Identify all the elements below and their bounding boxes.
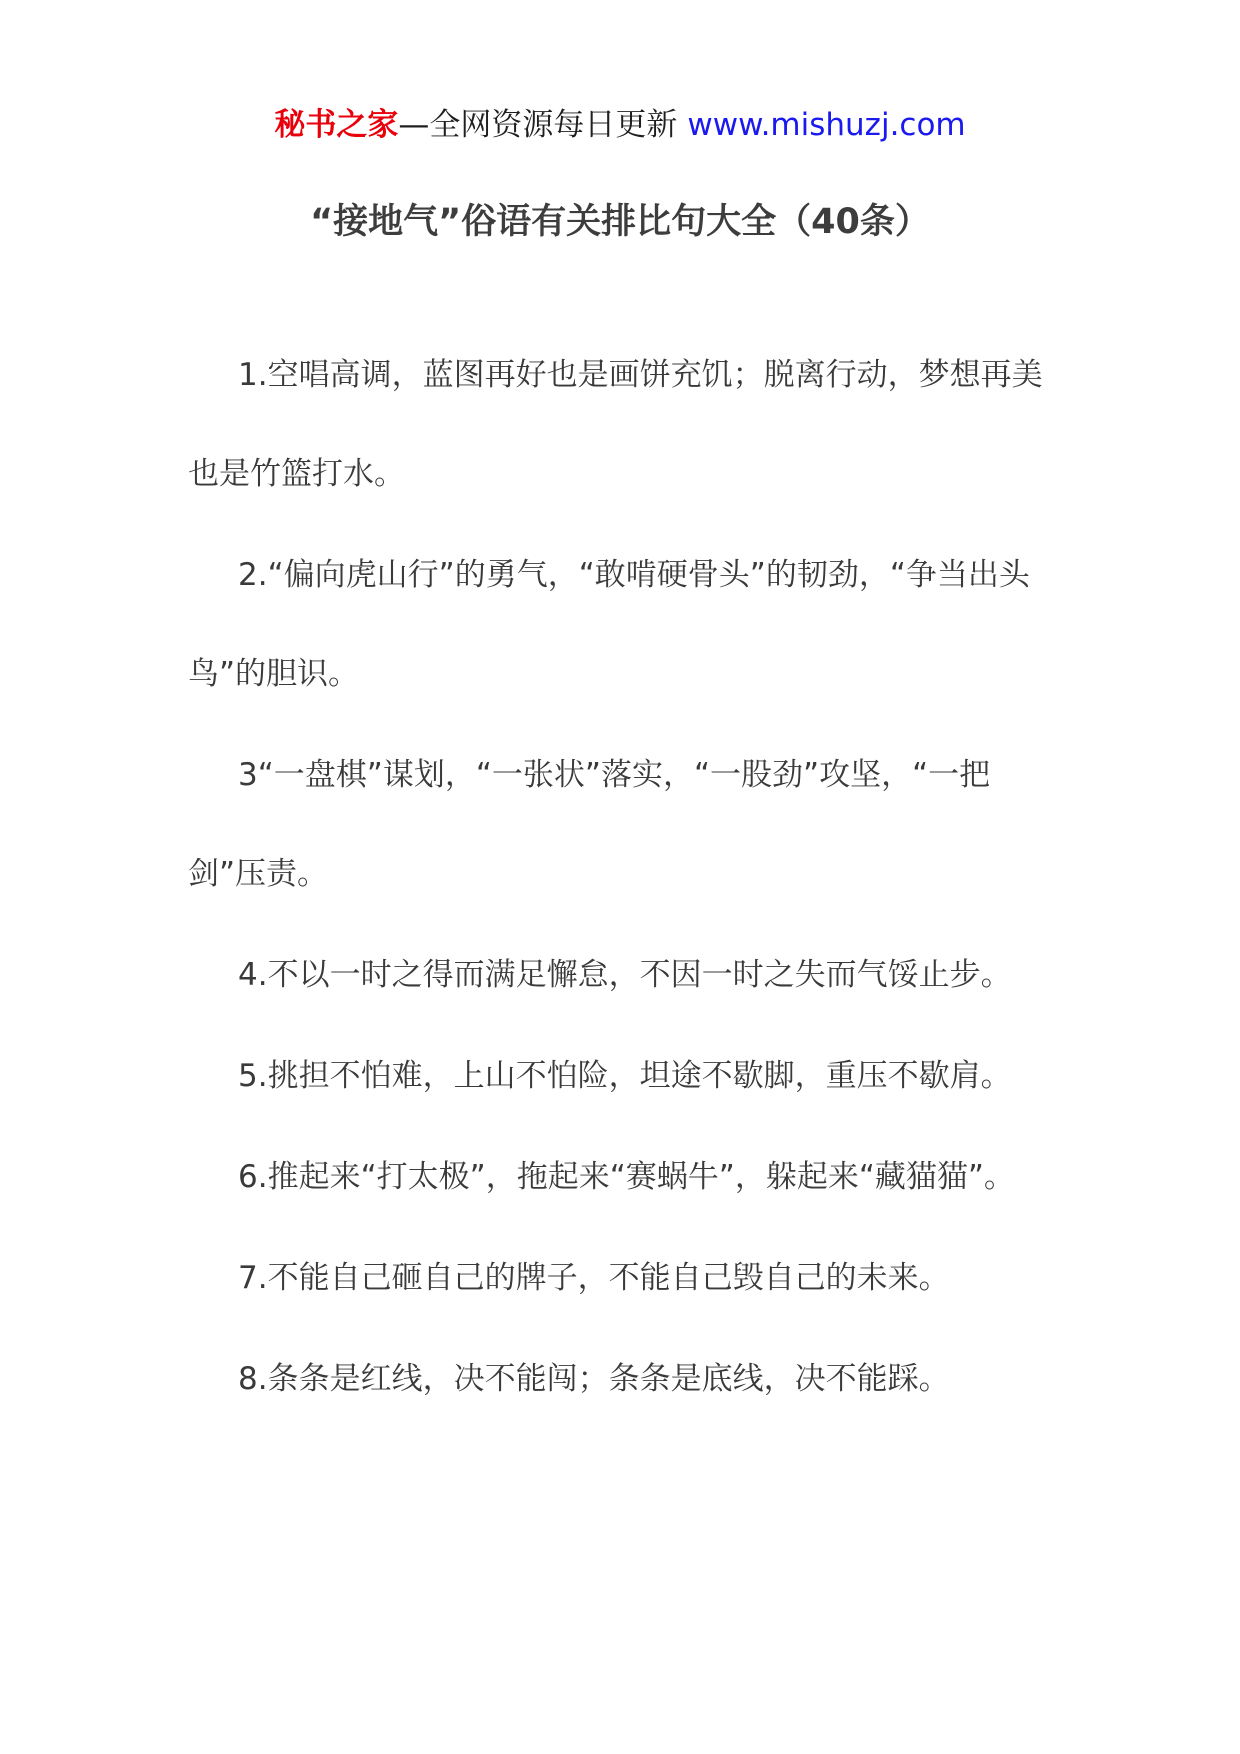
list-item: 7.不能自己砸自己的牌子，不能自己毁自己的未来。 [238,1260,950,1296]
site-header [0,100,1240,150]
list-item: 5.挑担不怕难，上山不怕险，坦途不歇脚，重压不歇肩。 [238,1058,1012,1094]
header-slogan: —全网资源每日更新 [398,107,678,143]
list-item: 8.条条是红线，决不能闯；条条是底线，决不能踩。 [238,1361,950,1397]
list-item: 4.不以一时之得而满足懈怠，不因一时之失而气馁止步。 [238,957,1012,993]
list-item: 1.空唱高调，蓝图再好也是画饼充饥；脱离行动，梦想再美也是竹篮打水。 [188,357,1043,492]
document-body [188,326,1063,1429]
site-url-link[interactable]: www.mishuzj.com [687,107,966,143]
list-item: 2.“偏向虎山行”的勇气，“敢啃硬骨头”的韧劲，“争当出头鸟”的胆识。 [188,557,1030,692]
list-item: 3“一盘棋”谋划，“一张状”落实，“一股劲”攻坚，“一把剑”压责。 [188,757,991,892]
brand-name: 秘书之家 [274,107,399,143]
list-item: 6.推起来“打太极”，拖起来“赛蜗牛”，躲起来“藏猫猫”。 [238,1159,1015,1195]
document-title: “接地气”俗语有关排比句大全（40条） [310,202,930,242]
